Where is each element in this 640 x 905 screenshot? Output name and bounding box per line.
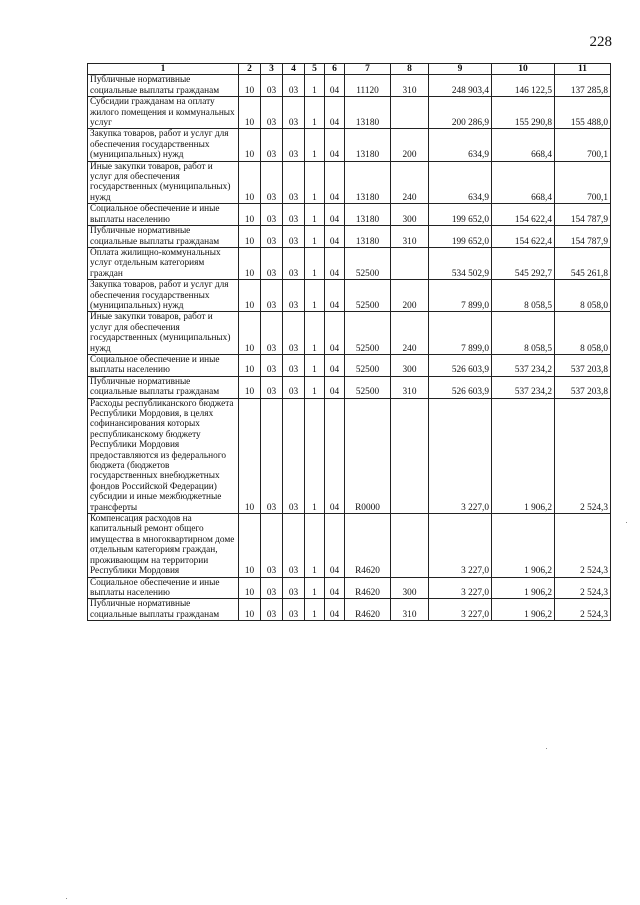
row-label: Оплата жилищно-коммунальных услуг отдельным категориям граждан — [88, 247, 239, 279]
row-label: Иные закупки товаров, работ и услуг для обеспечения государственных (муниципальных) нужд — [88, 312, 239, 355]
column-header: 4 — [283, 64, 305, 75]
amount-cell: 155 488,0 — [555, 97, 611, 129]
code-cell: 04 — [325, 514, 345, 577]
code-cell: 03 — [283, 129, 305, 161]
code-cell: 04 — [325, 204, 345, 226]
code-cell: 13180 — [345, 204, 391, 226]
code-cell: 1 — [305, 75, 325, 97]
code-cell: 03 — [261, 599, 283, 621]
amount-cell: 1 906,2 — [492, 514, 555, 577]
amount-cell: 146 122,5 — [492, 75, 555, 97]
amount-cell: 154 622,4 — [492, 204, 555, 226]
column-header: 9 — [429, 64, 492, 75]
code-cell: 52500 — [345, 280, 391, 312]
code-cell: 240 — [391, 161, 429, 204]
amount-cell: 2 524,3 — [555, 514, 611, 577]
amount-cell: 248 903,4 — [429, 75, 492, 97]
row-label: Публичные нормативные социальные выплаты гражданам — [88, 226, 239, 248]
column-header: 1 — [88, 64, 239, 75]
code-cell: 04 — [325, 280, 345, 312]
table-row — [88, 280, 611, 312]
code-cell: 52500 — [345, 354, 391, 376]
amount-cell: 2 524,3 — [555, 577, 611, 599]
row-label: Компенсация расходов на капитальный ремонт общего имущества в многоквартирном доме отдельным категориям граждан, проживающим на территории Республики Мордовия — [88, 514, 239, 577]
table-row — [88, 312, 611, 355]
amount-cell: 200 286,9 — [429, 97, 492, 129]
column-header: 11 — [555, 64, 611, 75]
row-label: Закупка товаров, работ и услуг для обеспечения государственных (муниципальных) нужд — [88, 280, 239, 312]
amount-cell: 8 058,0 — [555, 312, 611, 355]
code-cell: 300 — [391, 204, 429, 226]
column-header: 2 — [239, 64, 261, 75]
code-cell: 10 — [239, 599, 261, 621]
row-label: Социальное обеспечение и иные выплаты населению — [88, 354, 239, 376]
code-cell: 52500 — [345, 312, 391, 355]
code-cell: 10 — [239, 280, 261, 312]
code-cell: 1 — [305, 398, 325, 513]
code-cell: 10 — [239, 75, 261, 97]
code-cell: 10 — [239, 204, 261, 226]
code-cell: 10 — [239, 514, 261, 577]
code-cell: 10 — [239, 376, 261, 398]
column-header: 5 — [305, 64, 325, 75]
amount-cell: 537 234,2 — [492, 376, 555, 398]
code-cell: 1 — [305, 312, 325, 355]
amount-cell: 2 524,3 — [555, 599, 611, 621]
code-cell: 03 — [261, 75, 283, 97]
table-row — [88, 599, 611, 621]
amount-cell: 3 227,0 — [429, 514, 492, 577]
scan-speck — [546, 748, 547, 749]
amount-cell: 545 292,7 — [492, 247, 555, 279]
code-cell: 200 — [391, 129, 429, 161]
amount-cell: 199 652,0 — [429, 204, 492, 226]
amount-cell: 2 524,3 — [555, 398, 611, 513]
code-cell: 10 — [239, 97, 261, 129]
table-header-row — [88, 64, 611, 75]
code-cell: 03 — [283, 247, 305, 279]
code-cell: 03 — [261, 514, 283, 577]
amount-cell: 526 603,9 — [429, 376, 492, 398]
code-cell: 03 — [283, 398, 305, 513]
code-cell: 10 — [239, 161, 261, 204]
amount-cell: 634,9 — [429, 161, 492, 204]
amount-cell: 545 261,8 — [555, 247, 611, 279]
code-cell: R4620 — [345, 514, 391, 577]
code-cell: 03 — [261, 247, 283, 279]
code-cell: 1 — [305, 577, 325, 599]
table-row — [88, 129, 611, 161]
code-cell: 03 — [261, 280, 283, 312]
code-cell: 1 — [305, 161, 325, 204]
row-label: Публичные нормативные социальные выплаты гражданам — [88, 75, 239, 97]
amount-cell: 537 234,2 — [492, 354, 555, 376]
row-label: Расходы республиканского бюджета Республики Мордовия, в целях софинансирования которых республиканскому бюджету Республики Мордовия предоставляются из федерального бюджета (бюджетов государственных внебюджетных фондов Российской Федерации) субсидии и иные межбюджетные трансферты — [88, 398, 239, 513]
code-cell: 03 — [283, 376, 305, 398]
amount-cell: 155 290,8 — [492, 97, 555, 129]
code-cell: 03 — [261, 354, 283, 376]
code-cell: 10 — [239, 247, 261, 279]
code-cell: 310 — [391, 226, 429, 248]
code-cell: 03 — [261, 376, 283, 398]
amount-cell: 154 787,9 — [555, 204, 611, 226]
code-cell: 1 — [305, 97, 325, 129]
code-cell: 1 — [305, 280, 325, 312]
code-cell: 03 — [283, 354, 305, 376]
code-cell: 13180 — [345, 129, 391, 161]
row-label: Закупка товаров, работ и услуг для обеспечения государственных (муниципальных) нужд — [88, 129, 239, 161]
code-cell: 13180 — [345, 97, 391, 129]
column-header: 8 — [391, 64, 429, 75]
table-row — [88, 75, 611, 97]
amount-cell: 8 058,5 — [492, 312, 555, 355]
page-number: 228 — [589, 34, 612, 50]
code-cell: 04 — [325, 129, 345, 161]
code-cell: 03 — [261, 226, 283, 248]
table-row — [88, 97, 611, 129]
code-cell: 300 — [391, 354, 429, 376]
code-cell: 03 — [283, 97, 305, 129]
code-cell: R0000 — [345, 398, 391, 513]
amount-cell: 526 603,9 — [429, 354, 492, 376]
code-cell: 52500 — [345, 247, 391, 279]
amount-cell: 137 285,8 — [555, 75, 611, 97]
table-row — [88, 204, 611, 226]
code-cell: 04 — [325, 577, 345, 599]
code-cell: 10 — [239, 398, 261, 513]
code-cell: 04 — [325, 161, 345, 204]
code-cell: 10 — [239, 354, 261, 376]
amount-cell: 668,4 — [492, 129, 555, 161]
table-row — [88, 514, 611, 577]
code-cell: 04 — [325, 97, 345, 129]
code-cell: 03 — [261, 312, 283, 355]
code-cell: 04 — [325, 75, 345, 97]
code-cell: 1 — [305, 354, 325, 376]
row-label: Публичные нормативные социальные выплаты гражданам — [88, 599, 239, 621]
amount-cell: 700,1 — [555, 161, 611, 204]
code-cell: 03 — [283, 514, 305, 577]
row-label: Социальное обеспечение и иные выплаты населению — [88, 204, 239, 226]
column-header: 10 — [492, 64, 555, 75]
code-cell: 03 — [261, 129, 283, 161]
code-cell: 03 — [283, 204, 305, 226]
amount-cell: 199 652,0 — [429, 226, 492, 248]
code-cell: 10 — [239, 312, 261, 355]
amount-cell: 634,9 — [429, 129, 492, 161]
code-cell: 10 — [239, 226, 261, 248]
code-cell: 03 — [283, 599, 305, 621]
amount-cell: 3 227,0 — [429, 599, 492, 621]
code-cell: 1 — [305, 204, 325, 226]
code-cell: 03 — [283, 312, 305, 355]
code-cell — [391, 398, 429, 513]
code-cell: 03 — [261, 161, 283, 204]
table-row — [88, 398, 611, 513]
code-cell: 52500 — [345, 376, 391, 398]
code-cell: 11120 — [345, 75, 391, 97]
code-cell: 1 — [305, 376, 325, 398]
table-row — [88, 226, 611, 248]
table-row — [88, 354, 611, 376]
table-row — [88, 161, 611, 204]
code-cell: 1 — [305, 226, 325, 248]
code-cell: 04 — [325, 376, 345, 398]
amount-cell: 8 058,0 — [555, 280, 611, 312]
code-cell: 1 — [305, 247, 325, 279]
amount-cell: 154 622,4 — [492, 226, 555, 248]
table-row — [88, 247, 611, 279]
scan-speck — [626, 522, 627, 523]
code-cell: 1 — [305, 514, 325, 577]
code-cell — [391, 247, 429, 279]
code-cell: 04 — [325, 247, 345, 279]
row-label: Социальное обеспечение и иные выплаты населению — [88, 577, 239, 599]
row-label: Субсидии гражданам на оплату жилого помещения и коммунальных услуг — [88, 97, 239, 129]
code-cell: 04 — [325, 312, 345, 355]
code-cell: 03 — [283, 226, 305, 248]
code-cell: 1 — [305, 599, 325, 621]
code-cell: 04 — [325, 398, 345, 513]
amount-cell: 668,4 — [492, 161, 555, 204]
column-header: 6 — [325, 64, 345, 75]
column-header: 3 — [261, 64, 283, 75]
amount-cell: 700,1 — [555, 129, 611, 161]
amount-cell: 1 906,2 — [492, 577, 555, 599]
code-cell: 04 — [325, 226, 345, 248]
code-cell — [391, 514, 429, 577]
code-cell: 200 — [391, 280, 429, 312]
table-row — [88, 376, 611, 398]
code-cell: 03 — [283, 75, 305, 97]
code-cell: 13180 — [345, 226, 391, 248]
code-cell: 310 — [391, 599, 429, 621]
code-cell: 300 — [391, 577, 429, 599]
code-cell — [391, 97, 429, 129]
code-cell: 310 — [391, 376, 429, 398]
code-cell: 03 — [261, 97, 283, 129]
code-cell: 13180 — [345, 161, 391, 204]
code-cell: 03 — [261, 398, 283, 513]
code-cell: 310 — [391, 75, 429, 97]
code-cell: 03 — [283, 280, 305, 312]
code-cell: 04 — [325, 599, 345, 621]
amount-cell: 7 899,0 — [429, 312, 492, 355]
budget-table — [87, 63, 611, 621]
code-cell: 1 — [305, 129, 325, 161]
table-body — [88, 75, 611, 621]
amount-cell: 534 502,9 — [429, 247, 492, 279]
amount-cell: 1 906,2 — [492, 599, 555, 621]
amount-cell: 8 058,5 — [492, 280, 555, 312]
column-header: 7 — [345, 64, 391, 75]
code-cell: 03 — [283, 161, 305, 204]
scan-speck — [66, 898, 67, 899]
code-cell: 10 — [239, 129, 261, 161]
amount-cell: 537 203,8 — [555, 354, 611, 376]
amount-cell: 1 906,2 — [492, 398, 555, 513]
row-label: Иные закупки товаров, работ и услуг для обеспечения государственных (муниципальных) нужд — [88, 161, 239, 204]
code-cell: 03 — [261, 204, 283, 226]
code-cell: R4620 — [345, 577, 391, 599]
amount-cell: 3 227,0 — [429, 577, 492, 599]
amount-cell: 7 899,0 — [429, 280, 492, 312]
code-cell: R4620 — [345, 599, 391, 621]
code-cell: 03 — [283, 577, 305, 599]
code-cell: 240 — [391, 312, 429, 355]
code-cell: 10 — [239, 577, 261, 599]
amount-cell: 537 203,8 — [555, 376, 611, 398]
row-label: Публичные нормативные социальные выплаты гражданам — [88, 376, 239, 398]
amount-cell: 154 787,9 — [555, 226, 611, 248]
amount-cell: 3 227,0 — [429, 398, 492, 513]
code-cell: 03 — [261, 577, 283, 599]
code-cell: 04 — [325, 354, 345, 376]
table-row — [88, 577, 611, 599]
